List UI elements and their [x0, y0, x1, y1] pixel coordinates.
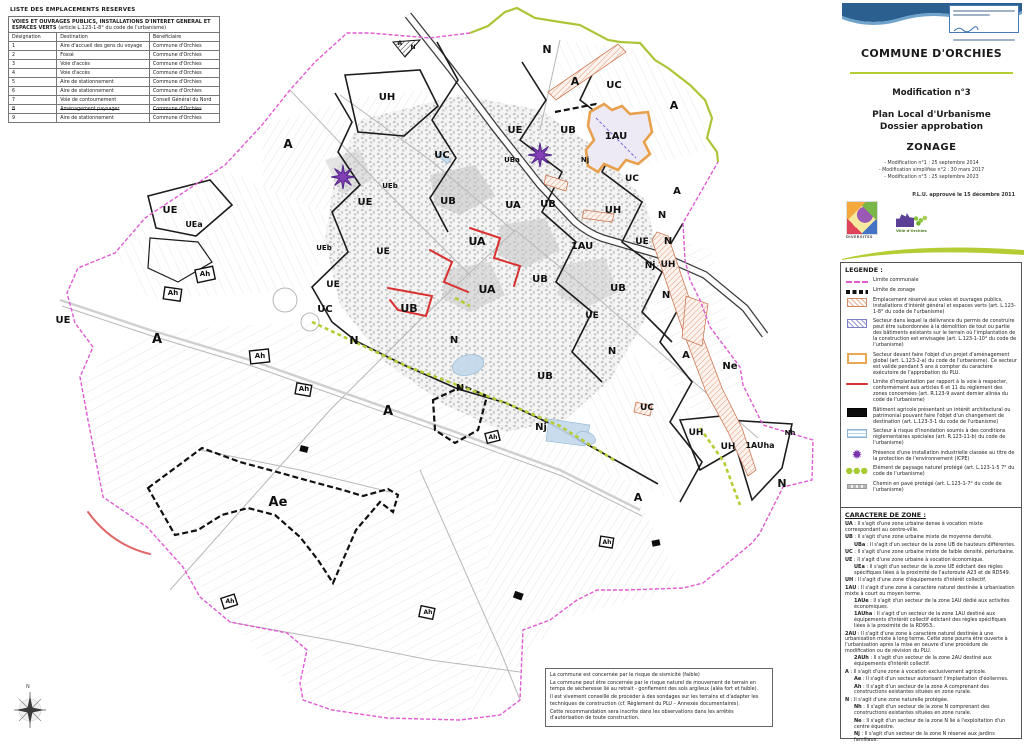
ville-orchies-logo: Ville d'Orchies [896, 213, 936, 243]
zone-label: A [633, 491, 643, 504]
legend-item-text: Secteur à risque d'inondation soumis à des conditions réglementaires spéciales (art. R.123-11-b) du code de l'urbanisme) [873, 428, 1006, 447]
column-header: Désignation [9, 33, 57, 42]
zone-label: N [777, 477, 787, 490]
legend-item [845, 318, 1017, 348]
table-row: 5 Aire de stationnement Commune d'Orchies [9, 78, 220, 87]
modification-history [842, 160, 1021, 182]
history-line: - Modification n°1 : 25 septembre 2014 [884, 161, 979, 166]
zone-description: Ae : Il s'agit d'un secteur autorisant l'implantation d'éoliennes. [854, 676, 1009, 683]
zone-label: UH [378, 92, 396, 103]
legend-item [845, 407, 1017, 425]
zone-label: Ah [423, 609, 433, 616]
zone-label: UH [720, 442, 736, 452]
zone-description: UB : Il s'agit d'une zone urbaine mixte de moyenne densité. [845, 534, 993, 541]
zone-label: UA [505, 200, 521, 211]
legend-item [845, 481, 1017, 493]
legend-swatch-hatch-orange [847, 298, 867, 307]
commune-title: COMMUNE D'ORCHIES [860, 47, 1003, 60]
zone-label: UH [604, 205, 622, 216]
legend-item-text: Limite d'implantation par rapport à la voie à respecter, conformément aux articles 6 et 11 du règlement des zones concernées (art. R.123-9 avant dernier alinéa du code de l'urbanisme) [873, 379, 1008, 404]
history-line: - Modification n°3 : 25 septembre 2023 [884, 175, 979, 181]
north-label: N [26, 684, 30, 690]
zone-label: A [570, 75, 580, 88]
zone-label: UB [400, 302, 418, 315]
zone-label: UC [434, 150, 450, 161]
legend-swatch-paved [847, 484, 867, 489]
zone-label: N [542, 43, 552, 56]
zone-label: Nj [644, 261, 656, 271]
zone-label: Ae [268, 495, 288, 510]
table-row: 6 Aire de stationnement Commune d'Orchies [9, 87, 220, 96]
zone-label: A [382, 404, 394, 419]
table-row: 8 Aménagement paysager Commune d'Orchies [9, 105, 220, 114]
zone-description: 1AU : Il s'agit d'une zone à caractère naturel destinée à urbanisation mixte à court ou moyen terme. [845, 584, 1015, 597]
zone-label: A [151, 332, 163, 347]
legend-swatch-line-blackdash [846, 290, 868, 294]
zone-label: UB [540, 199, 556, 210]
zone-label: UH [688, 428, 704, 438]
zone-label: UE [507, 125, 523, 136]
grapes-icon [912, 215, 928, 227]
title-block [842, 3, 1021, 259]
legend-swatch-fill-black [847, 408, 867, 417]
zone-label: UB [610, 283, 626, 294]
zone-label: Ah [199, 270, 211, 278]
zone-description: UBa : Il s'agit d'un secteur de la zone UB de hauteurs différentes. [854, 541, 1016, 548]
north-compass [10, 684, 50, 730]
zone-label: UEa [185, 220, 203, 229]
legend-item-text: Présence d'une installation industrielle classée au titre de la protection de l'environnement (ICPE) [873, 449, 1015, 462]
zone-label: A [682, 350, 690, 361]
zone-label: UC [640, 403, 654, 413]
column-header: Bénéficiaire [149, 33, 219, 42]
reserved-emplacements-panel [8, 5, 220, 123]
zone-character-title: CARACTERE DE ZONE : [845, 511, 926, 519]
zone-description: 1AUe : Il s'agit d'un secteur de la zone 1AU dédié aux activités économiques. [854, 598, 1010, 611]
legend-item [845, 447, 1017, 463]
risk-note-line: Cette recommandation sera inscrite dans les observations dans les arrêtés d'autorisation de toute construction. [550, 708, 734, 721]
approval-date: P.L.U. approuvé le 15 décembre 2011 [912, 191, 1015, 198]
reserved-table-header: VOIES ET OUVRAGES PUBLICS, INSTALLATIONS D'INTERET GENERAL ET ESPACES VERTS (article L.123-1-8° du code de l'urbanisme) [9, 17, 220, 33]
zone-label: Ah [225, 598, 235, 605]
zone-label: N [349, 334, 359, 347]
zone-label: UBa [504, 156, 520, 164]
legend-item [845, 297, 1017, 315]
risk-note-line: Il est vivement conseillé de procéder à des sondages sur les terrains et d'adapter les techniques de construction (cf. Règlement du PLU – Annexes documentaires). [550, 694, 759, 707]
zone-label: A [669, 99, 679, 112]
legend-item-text: Emplacement réservé aux voies et ouvrages publics, installations d'intérêt général et espaces verts (art. L.123-1-8° du code de l'urbanisme) [873, 297, 1016, 315]
legend-item-text: Chemin en pavé protégé (art. L.123-1-7° du code de l'urbanisme) [873, 480, 1002, 493]
zone-label: Ah [298, 385, 310, 393]
zone-label: N [663, 236, 673, 247]
legend-item [845, 465, 1017, 477]
legend-item [845, 428, 1017, 446]
zone-label: N [661, 290, 671, 301]
zone-label: Ah [254, 352, 266, 360]
zone-label: Nj [535, 422, 547, 433]
legend-swatch-flood [847, 429, 867, 438]
zone-label: N [657, 210, 667, 221]
reserved-table-title: LISTE DES EMPLACEMENTS RESERVES [10, 7, 136, 13]
zone-label: UB [537, 371, 553, 382]
zone-label: N [455, 383, 465, 394]
zone-label: Ah [488, 434, 498, 441]
table-row: 4 Voie d'accès Commune d'Orchies [9, 69, 220, 78]
zone-label: UE [376, 247, 390, 257]
zone-character-panel [840, 507, 1022, 743]
diversites-logo: DIVERSITES [846, 201, 880, 245]
zone-label: UH [660, 260, 676, 270]
zone-label: Ah [167, 289, 179, 297]
zone-label: A [397, 40, 403, 47]
zone-label: Ah [602, 539, 612, 546]
legend-item [845, 379, 1017, 403]
zone-description: 2AUh : Il s'agit d'un secteur de la zone 2AU destiné aux équipements d'intérêt collectif. [854, 655, 992, 668]
risk-note-line: La commune est concernée par le risque de sismicité (faible) [550, 672, 700, 678]
zone-description: A : Il s'agit d'une zone à vocation exclusivement agricole. [845, 668, 987, 675]
zone-description: UEa : Il s'agit d'un secteur de la zone UE édictant des règles spécifiques liées à la proximité de l'autoroute A23 et de RD549. [854, 564, 1011, 577]
zone-description: 2AU : Il s'agit d'une zone à caractère naturel destinée à une urbanisation mixte à long terme. Cette zone pourra être ouverte à l'urbanisation après la mise en oeuvre d'une procédure de modification ou de révision du PLU. [845, 630, 1008, 654]
zone-label: UEb [382, 182, 398, 190]
zone-description: UA : Il s'agit d'une zone urbaine dense à vocation mixte correspondant au centre-ville. [845, 521, 983, 533]
zone-label: UEb [316, 244, 332, 252]
legend-swatch-outline-orange [847, 353, 867, 364]
green-swoosh-graphic [842, 245, 1021, 259]
zone-description: Ah : Il s'agit d'un secteur de la zone A comprenant des constructions existantes situées en zone rurale. [854, 683, 989, 696]
table-row: 1 Aire d'accueil des gens du voyage Commune d'Orchies [9, 42, 220, 51]
logos [844, 199, 1023, 245]
zone-label: UC [625, 174, 639, 184]
zone-label: N [607, 346, 617, 357]
table-row: 7 Voie de contournement Conseil Général du Nord [9, 96, 220, 105]
zone-label: UA [478, 283, 496, 296]
zone-label: UB [560, 125, 576, 136]
zone-description: UH : Il s'agit d'une zone d'équipements d'intérêt collectif. [845, 577, 987, 584]
zone-label: Ne [722, 361, 738, 372]
legend-panel [840, 262, 1022, 510]
compass-rose-icon [10, 690, 50, 730]
legend-item-text: Secteur dans lequel la délivrance du permis de construire peut être subordonnée à la démolition de tout ou partie des bâtiments existants sur le terrain où l'implantation de la construction est envisagée (art. L.123-1-10° du code de l'urbanisme) [873, 318, 1017, 349]
zone-label: 1AU [570, 241, 594, 252]
history-line: - Modification simplifiée n°2 : 30 mars 2017 [878, 168, 985, 174]
zone-label: UE [162, 205, 178, 216]
column-header: Destination [57, 33, 150, 42]
legend-item-text: Limite de zonage [873, 286, 916, 293]
zone-description: Nh : Il s'agit d'un secteur de la zone N comprenant des constructions existantes situées en zone rurale. [854, 704, 990, 717]
approval-stamp [949, 5, 1019, 33]
zone-description: N : Il s'agit d'une zone naturelle protégée. [845, 696, 949, 703]
zone-description: Ne : Il s'agit d'un secteur de la zone N lié à l'exploitation d'un centre équestre. [854, 717, 1006, 730]
zone-label: Nj [580, 156, 590, 164]
zone-label: UC [317, 304, 333, 315]
legend-swatch-dots: ●●● [845, 466, 869, 476]
legend-swatch-star: ✹ [851, 447, 863, 463]
divider [850, 72, 1013, 74]
zone-label: UE [357, 197, 373, 208]
legend-item [845, 277, 1017, 283]
title-and-legend-panel [836, 0, 1024, 743]
legend-title: LEGENDE : [845, 266, 883, 274]
legend-item-text: Elément de paysage naturel protégé (art. L.123-1-5 7° du code de l'urbanisme) [873, 465, 1015, 478]
zone-label: UA [468, 235, 486, 248]
table-row: 2 Fossé Commune d'Orchies [9, 51, 220, 60]
document-title: Plan Local d'Urbanisme [872, 110, 991, 120]
zone-description: UE : Il s'agit d'une zone urbaine à vocation économique. [845, 556, 984, 563]
legend-item-text: Limite communale [873, 277, 919, 283]
zone-label: Nh [784, 429, 796, 437]
modification-title: Modification n°3 [892, 88, 971, 98]
legend-item [845, 352, 1017, 376]
zone-label: UE [635, 237, 649, 247]
risk-note-box [545, 668, 773, 727]
legend-swatch-hatch-blue [847, 319, 867, 328]
zone-label: UE [585, 311, 599, 321]
zone-label: UE [326, 280, 340, 290]
zone-label: UC [606, 80, 622, 91]
table-row: 3 Voie d'accès Commune d'Orchies [9, 60, 220, 69]
legend-swatch-line-magenta [846, 281, 868, 283]
zone-description: UC : Il s'agit d'une zone urbaine mixte de faible densité, périurbaine. [845, 549, 1015, 556]
legend-swatch-line-red [846, 383, 868, 385]
risk-note-line: La commune peut être concernée par le risque naturel de mouvement de terrain en temps de sécheresse lié au retrait - gonflement des sols argileux (aléa fort et faible). [550, 680, 759, 693]
zone-label: A [283, 137, 293, 151]
zone-label: UB [440, 196, 456, 207]
zone-label: 1AUha [745, 441, 775, 450]
zone-label: A [673, 186, 681, 197]
signature-icon [953, 26, 979, 33]
legend-item-text: Secteur devant faire l'objet d'un projet d'aménagement global (art. L.123-2-a) du code de l'urbanisme). Ce secteur est valide pendant 5 ans à compter du caractère exécutoire de l'approbation du PLU. [873, 351, 1017, 376]
reserved-table-columns [9, 33, 220, 42]
zone-label: N [449, 335, 459, 346]
legend-item-text: Bâtiment agricole présentant un intérêt architectural ou patrimonial pouvant faire l'objet d'un changement de destination (art. L.123-3-1 du code de l'urbanisme) [873, 406, 1011, 425]
legend-item [845, 287, 1017, 294]
zone-label: 1AU [604, 131, 628, 142]
zone-label: N [410, 44, 416, 51]
document-subtitle: Dossier approbation [879, 122, 984, 132]
diversites-logo-icon [846, 201, 878, 235]
zone-label: UE [55, 315, 71, 326]
zone-label: UB [532, 274, 548, 285]
section-title: ZONAGE [906, 142, 957, 153]
reserved-table [8, 16, 220, 123]
zone-description: Nj : Il s'agit d'un secteur de la zone N réservé aux jardins familiaux. [854, 730, 995, 743]
icpe-star-icon [528, 143, 552, 167]
table-row: 9 Aire de stationnement Commune d'Orchies [9, 114, 220, 123]
icpe-star-icon [331, 165, 355, 189]
zone-description: 1AUha : Il s'agit d'un secteur de la zone 1AU destiné aux équipements d'intérêt collectif édictant des règles spécifiques liées à la proximité de la RD953.. [854, 611, 1007, 630]
